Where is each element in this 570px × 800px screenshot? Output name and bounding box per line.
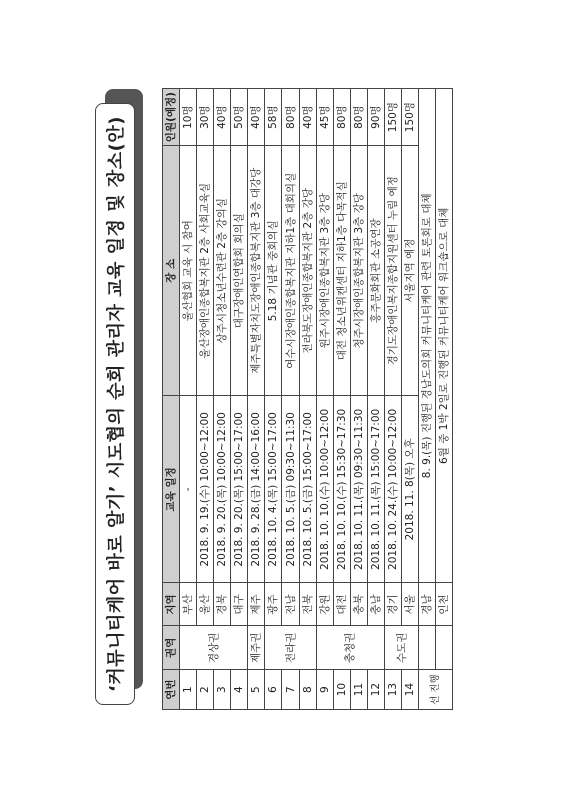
table-row	[350, 89, 367, 710]
table-row	[333, 89, 350, 710]
table-row	[299, 89, 316, 710]
region-sudo: 수도권	[385, 626, 419, 670]
row-people: 150명	[385, 89, 402, 146]
row-area: 서울	[402, 583, 419, 626]
row-no: 8	[299, 670, 316, 710]
schedule-table	[162, 88, 453, 710]
row-date: 2018. 9. 20.(목) 10:00~12:00	[214, 396, 231, 583]
footer-area-gyeongnam: 경남	[419, 583, 436, 626]
footer-empty-region	[419, 626, 436, 670]
row-people: 80명	[282, 89, 299, 146]
row-date: 2018. 10. 5.(금) 15:00~17:00	[299, 396, 316, 583]
row-date: 2018. 11. 8(목) 오후	[402, 396, 419, 583]
header-no: 연번	[163, 670, 180, 710]
row-area: 강원	[316, 583, 333, 626]
row-no: 7	[282, 670, 299, 710]
header-place: 장 소	[163, 146, 180, 396]
row-people: 40명	[214, 89, 231, 146]
row-date: 2018. 10. 5.(금) 09:30~11:30	[282, 396, 299, 583]
table-header-row	[163, 89, 180, 710]
row-place: 경기도장애인복지종합지원센터 누림 예정	[385, 146, 402, 396]
row-date: 2018. 9. 20.(목) 15:00~17:00	[231, 396, 248, 583]
row-place: 원주시장애인종합복지관 3층 강당	[316, 146, 333, 396]
row-people: 40명	[248, 89, 265, 146]
table-row	[180, 89, 197, 710]
footer-area-incheon: 인천	[436, 583, 453, 626]
row-date: 2018. 10. 11.(목) 15:00~17:00	[367, 396, 384, 583]
table-row	[402, 89, 419, 710]
table-row	[197, 89, 214, 710]
table-row	[214, 89, 231, 710]
row-area: 대구	[231, 583, 248, 626]
row-place: 상주시청소년수련관 2층 강의실	[214, 146, 231, 396]
row-date: 2018. 10. 24.(수) 10:00~12:00	[385, 396, 402, 583]
region-gyeongsang: 경상권	[180, 626, 248, 670]
row-place: 서울지역 예정	[402, 146, 419, 396]
row-date: 2018. 10. 10.(수) 15:30~17:30	[333, 396, 350, 583]
row-people: 45명	[316, 89, 333, 146]
header-people: 인원(예정)	[163, 89, 180, 146]
row-no: 11	[350, 670, 367, 710]
row-no: 9	[316, 670, 333, 710]
row-no: 1	[180, 670, 197, 710]
row-place: 대전 청소년위캔센터 지하1층 다목적실	[333, 146, 350, 396]
row-place: 대구장애인연합회 회의실	[231, 146, 248, 396]
row-place: 여수시장애인종합복지관 지하1층 대회의실	[282, 146, 299, 396]
table-row	[367, 89, 384, 710]
region-chungcheong: 충청권	[316, 626, 384, 670]
header-date: 교육 일정	[163, 396, 180, 583]
region-jeolla: 전라권	[265, 626, 316, 670]
row-no: 5	[248, 670, 265, 710]
region-jeju: 제주권	[248, 626, 265, 670]
row-people: 58명	[265, 89, 282, 146]
row-date: 2018. 10. 11.(목) 09:30~11:30	[350, 396, 367, 583]
footer-note-incheon: 6월 중 1박 2일로 진행된 커뮤니티케어 워크숍으로 대체	[436, 89, 453, 583]
table-row	[385, 89, 402, 710]
row-no: 3	[214, 670, 231, 710]
row-people: 150명	[402, 89, 419, 146]
row-area: 전남	[282, 583, 299, 626]
row-date: 2018. 9. 28.(금) 14:00~16:00	[248, 396, 265, 583]
row-no: 12	[367, 670, 384, 710]
header-area: 지역	[163, 583, 180, 626]
footer-empty-region	[436, 626, 453, 670]
row-area: 광주	[265, 583, 282, 626]
row-area: 충북	[350, 583, 367, 626]
row-area: 경북	[214, 583, 231, 626]
row-place: 울산협회 교육 시 참여	[180, 146, 197, 396]
row-no: 4	[231, 670, 248, 710]
table-row	[265, 89, 282, 710]
row-place: 5.18 기념관 중회의실	[265, 146, 282, 396]
row-area: 부산	[180, 583, 197, 626]
table-row	[282, 89, 299, 710]
table-row	[316, 89, 333, 710]
row-people: 80명	[350, 89, 367, 146]
title-banner	[95, 90, 143, 705]
row-area: 대전	[333, 583, 350, 626]
row-place: 홍주문화회관 소공연장	[367, 146, 384, 396]
row-date: 2018. 10. 10.(수) 10:00~12:00	[316, 396, 333, 583]
row-place: 청주시장애인종합복지관 3층 강당	[350, 146, 367, 396]
row-people: 90명	[367, 89, 384, 146]
row-date: 2018. 10. 4.(목) 15:00~17:00	[265, 396, 282, 583]
footer-note-gyeongnam: 8. 9.(목) 진행된 경남도의회 커뮤니티케어 관련 토론회로 대체	[419, 89, 436, 583]
row-place: 제주특별자치도장애인종합복지관 3층 대강당	[248, 146, 265, 396]
row-people: 50명	[231, 89, 248, 146]
row-no: 10	[333, 670, 350, 710]
row-people: 80명	[333, 89, 350, 146]
row-people: 30명	[197, 89, 214, 146]
row-place: 전라북도장애인종합복지관 2층 강당	[299, 146, 316, 396]
row-area: 경기	[385, 583, 402, 626]
footer-row-incheon	[436, 89, 453, 710]
header-region: 권역	[163, 626, 180, 670]
row-area: 전북	[299, 583, 316, 626]
row-place: 울산장애인종합복지관 2층 사회교육실	[197, 146, 214, 396]
row-no: 6	[265, 670, 282, 710]
row-area: 울산	[197, 583, 214, 626]
row-area: 제주	[248, 583, 265, 626]
row-people: 40명	[299, 89, 316, 146]
table-row	[231, 89, 248, 710]
row-no: 14	[402, 670, 419, 710]
table-row	[248, 89, 265, 710]
footer-row-gyeongnam	[419, 89, 436, 710]
page-title: ‘커뮤니티케어 바로 알기’ 시도협의 순회 관리자 교육 일정 및 장소(안)	[95, 103, 135, 705]
row-date: -	[180, 396, 197, 583]
row-no: 13	[385, 670, 402, 710]
row-area: 충남	[367, 583, 384, 626]
row-no: 2	[197, 670, 214, 710]
footer-label: 선 진행	[419, 670, 453, 710]
row-date: 2018. 9. 19.(수) 10:00~12:00	[197, 396, 214, 583]
row-people: 10명	[180, 89, 197, 146]
